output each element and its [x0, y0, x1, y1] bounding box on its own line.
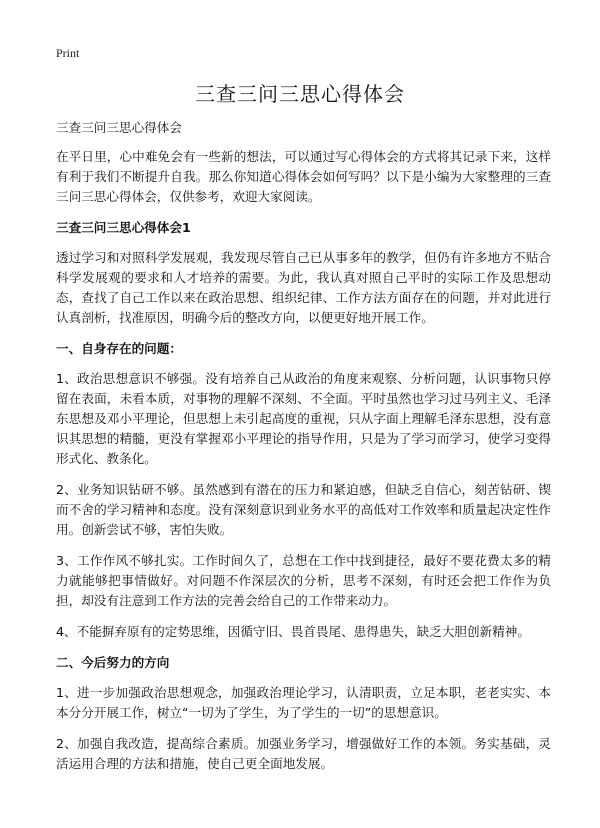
problem-item: 4、不能摒弃原有的定势思维，因循守旧、畏首畏尾、患得患失，缺乏大胆创新精神。 — [56, 624, 530, 639]
print-link[interactable]: Print — [56, 46, 80, 60]
page-title: 三查三问三思心得体会 — [195, 82, 405, 106]
efforts-heading: 二、今后努力的方向 — [56, 655, 170, 670]
effort-item: 2、加强自我改造，提高综合素质。加强业务学习，增强做好工作的本领。务实基础，灵活运用合理的方法和措施，使自己更全面地发展。 — [56, 736, 551, 771]
section-heading: 三查三问三思心得体会1 — [56, 220, 191, 235]
effort-item: 1、进一步加强政治思想观念，加强政治理论学习，认清职责，立足本职，老老实实、本本分分开展工作，树立“一切为了学生，为了学生的一切”的思想意识。 — [56, 685, 551, 720]
problem-item: 2、业务知识钻研不够。虽然感到有潜在的压力和紧迫感，但缺乏自信心，刻苦钻研、锲而不舍的学习精神和态度。没有深刻意识到业务水平的高低对工作效率和质量起决定性作用。创新尝试不够，害怕失败。 — [56, 482, 551, 537]
problems-heading: 一、自身存在的问题： — [56, 341, 182, 356]
section-intro-paragraph: 透过学习和对照科学发展观，我发现尽管自己已从事多年的教学，但仍有许多地方不贴合科学发展观的要求和人才培养的需要。为此，我认真对照自己平时的实际工作及思想动态，查找了自己工作以来在政治思想、组织纪律、工作方法方面存在的问题，并对此进行认真剖析，找准原因，明确今后的整改方向，以便更好地开展工作。 — [56, 250, 551, 325]
problem-item: 3、工作作风不够扎实。工作时间久了，总想在工作中找到捷径，最好不要花费太多的精力就能够把事情做好。对问题不作深层次的分析，思考不深刻，有时还会把工作作为负担，却没有注意到工作方法的完善会给自己的工作带来动力。 — [56, 553, 551, 608]
problem-item: 1、政治思想意识不够强。没有培养自己从政治的角度来观察、分析问题，认识事物只停留在表面，未看本质，对事物的理解不深刻、不全面。平时虽然也学习过马列主义、毛泽东思想及邓小平理论，但思想上未引起高度的重视，只从字面上理解毛泽东思想，没有意识其思想的精髓，更没有掌握邓小平理论的指导作用，只是为了学习而学习，使学习变得形式化、教条化。 — [56, 371, 551, 466]
article-body — [56, 118, 551, 785]
article-subtitle: 三查三问三思心得体会 — [56, 120, 182, 135]
intro-paragraph: 在平日里，心中难免会有一些新的想法，可以通过写心得体会的方式将其记录下来，这样有利于我们不断提升自我。那么你知道心得体会如何写吗？以下是小编为大家整理的三查三问三思心得体会，仅供参考，欢迎大家阅读。 — [56, 149, 551, 204]
